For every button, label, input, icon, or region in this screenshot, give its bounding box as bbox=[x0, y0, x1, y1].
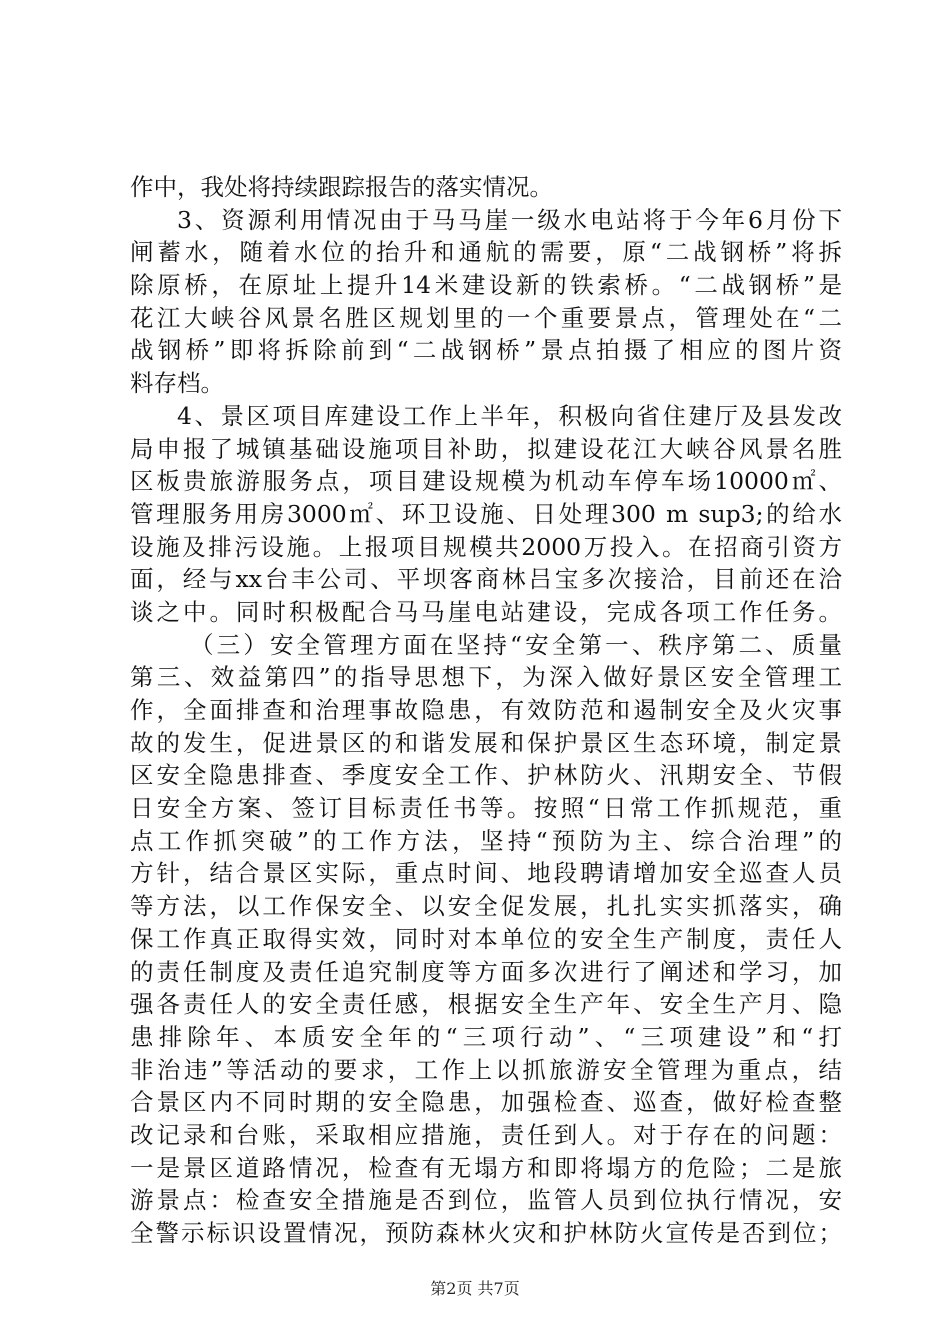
text-line: 一是景区道路情况，检查有无塌方和即将塌方的危险；二是旅 bbox=[130, 1153, 842, 1182]
text-line: 管理服务用房3000㎡、环卫设施、日处理300 m sup3;的给水 bbox=[130, 499, 842, 528]
text-line: 全警示标识设置情况，预防森林火灾和护林防火宣传是否到位； bbox=[130, 1219, 842, 1247]
text-line: 患排除年、本质安全年的“三项行动”、“三项建设”和“打 bbox=[130, 1022, 842, 1051]
text-line: 花江大峡谷风景名胜区规划里的一个重要景点，管理处在“二 bbox=[130, 303, 842, 332]
text-line: 谈之中。同时积极配合马马崖电站建设，完成各项工作任务。 bbox=[130, 597, 842, 626]
text-line: 第三、效益第四”的指导思想下，为深入做好景区安全管理工 bbox=[130, 663, 842, 692]
text-line: 战钢桥”即将拆除前到“二战钢桥”景点拍摄了相应的图片资 bbox=[130, 336, 842, 365]
text-line: 设施及排污设施。上报项目规模共2000万投入。在招商引资方 bbox=[130, 532, 842, 561]
text-line: 改记录和台账，采取相应措施，责任到人。对于存在的问题： bbox=[130, 1120, 842, 1149]
text-line: 除原桥，在原址上提升14米建设新的铁索桥。“二战钢桥”是 bbox=[130, 271, 842, 300]
text-line: 作，全面排查和治理事故隐患，有效防范和遏制安全及火灾事 bbox=[130, 696, 842, 724]
text-line: 闸蓄水，随着水位的抬升和通航的需要，原“二战钢桥”将拆 bbox=[130, 238, 842, 267]
text-line: 非治违”等活动的要求，工作上以抓旅游安全管理为重点，结 bbox=[130, 1055, 842, 1084]
text-line: 区板贵旅游服务点，项目建设规模为机动车停车场10000㎡、 bbox=[130, 467, 842, 496]
text-line: 游景点：检查安全措施是否到位，监管人员到位执行情况，安 bbox=[130, 1186, 842, 1215]
text-line: 作中，我处将持续跟踪报告的落实情况。 bbox=[130, 173, 553, 201]
text-line: 故的发生，促进景区的和谐发展和保护景区生态环境，制定景 bbox=[130, 728, 842, 757]
text-line: 料存档。 bbox=[130, 369, 224, 398]
page-number-footer: 第2页 共7页 bbox=[430, 1279, 520, 1298]
text-line: 点工作抓突破”的工作方法，坚持“预防为主、综合治理”的 bbox=[130, 826, 842, 855]
text-line: 保工作真正取得实效，同时对本单位的安全生产制度，责任人 bbox=[130, 924, 842, 953]
text-line: 局申报了城镇基础设施项目补助，拟建设花江大峡谷风景名胜 bbox=[130, 434, 842, 463]
text-line: 4、景区项目库建设工作上半年，积极向省住建厅及县发改 bbox=[177, 401, 842, 430]
document-body bbox=[130, 171, 842, 1250]
text-line: 的责任制度及责任追究制度等方面多次进行了阐述和学习，加 bbox=[130, 957, 842, 986]
text-line: 方针，结合景区实际，重点时间、地段聘请增加安全巡查人员 bbox=[130, 859, 842, 888]
text-line: 强各责任人的安全责任感，根据安全生产年、安全生产月、隐 bbox=[130, 990, 842, 1019]
text-line: 合景区内不同时期的安全隐患，加强检查、巡查，做好检查整 bbox=[130, 1088, 842, 1117]
text-line: 3、资源利用情况由于马马崖一级水电站将于今年6月份下 bbox=[177, 205, 842, 234]
text-line: 日安全方案、签订目标责任书等。按照“日常工作抓规范，重 bbox=[130, 794, 842, 823]
text-line: 面，经与xx台丰公司、平坝客商林吕宝多次接洽，目前还在洽 bbox=[130, 565, 842, 594]
text-line: 区安全隐患排查、季度安全工作、护林防火、汛期安全、节假 bbox=[130, 761, 842, 790]
text-line: （三）安全管理方面在坚持“安全第一、秩序第二、质量 bbox=[190, 630, 842, 659]
text-line: 等方法，以工作保安全、以安全促发展，扎扎实实抓落实，确 bbox=[130, 892, 842, 921]
